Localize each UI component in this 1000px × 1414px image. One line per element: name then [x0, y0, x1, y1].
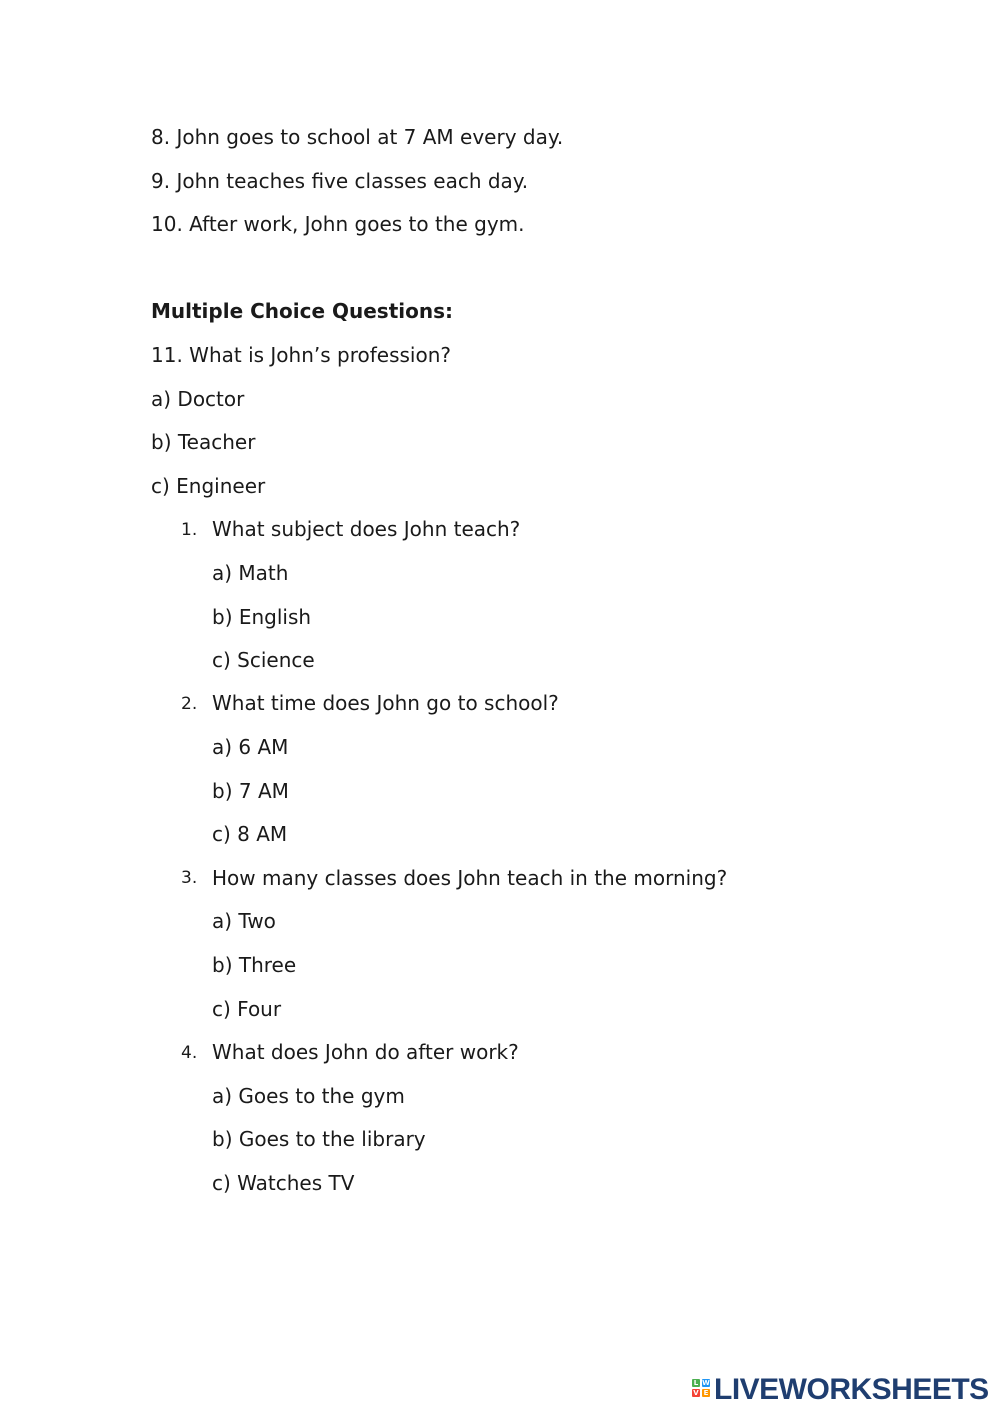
logo-block-l: L [693, 1379, 699, 1387]
question-4-option-a[interactable]: a) Goes to the gym [212, 1084, 405, 1108]
question-11-text: 11. What is John’s profession? [151, 343, 452, 367]
liveworksheets-logo [692, 1372, 989, 1408]
question-3-option-c[interactable]: c) Four [212, 997, 282, 1021]
question-1-text: What subject does John teach? [212, 517, 521, 541]
question-3-text: How many classes does John teach in the morning? [212, 866, 728, 890]
question-4-number: 4. [181, 1043, 198, 1063]
question-1-number: 1. [181, 520, 198, 540]
question-2-option-b[interactable]: b) 7 AM [212, 779, 289, 803]
logo-block-e: E [703, 1389, 709, 1397]
question-11-option-b[interactable]: b) Teacher [151, 430, 256, 454]
question-2-option-a[interactable]: a) 6 AM [212, 735, 289, 759]
question-2-number: 2. [181, 694, 198, 714]
question-3-number: 3. [181, 868, 198, 888]
question-1-option-a[interactable]: a) Math [212, 561, 289, 585]
question-11-option-c[interactable]: c) Engineer [151, 474, 266, 498]
question-2-text: What time does John go to school? [212, 691, 559, 715]
question-4-text: What does John do after work? [212, 1040, 519, 1064]
statement-8: 8. John goes to school at 7 AM every day. [151, 125, 564, 149]
logo-block-v: V [693, 1389, 699, 1397]
section-heading: Multiple Choice Questions: [151, 299, 454, 323]
liveworksheets-logo-text: LIVEWORKSHEETS [714, 1373, 989, 1406]
question-1-option-b[interactable]: b) English [212, 605, 312, 629]
question-4-option-b[interactable]: b) Goes to the library [212, 1127, 426, 1151]
question-2-option-c[interactable]: c) 8 AM [212, 822, 288, 846]
question-3-option-b[interactable]: b) Three [212, 953, 297, 977]
liveworksheets-logo-mark-icon [692, 1377, 712, 1403]
question-11-option-a[interactable]: a) Doctor [151, 387, 245, 411]
statement-9: 9. John teaches five classes each day. [151, 169, 529, 193]
question-3-option-a[interactable]: a) Two [212, 909, 276, 933]
logo-block-w: W [702, 1379, 710, 1387]
statement-10: 10. After work, John goes to the gym. [151, 212, 525, 236]
question-4-option-c[interactable]: c) Watches TV [212, 1171, 355, 1195]
question-1-option-c[interactable]: c) Science [212, 648, 315, 672]
